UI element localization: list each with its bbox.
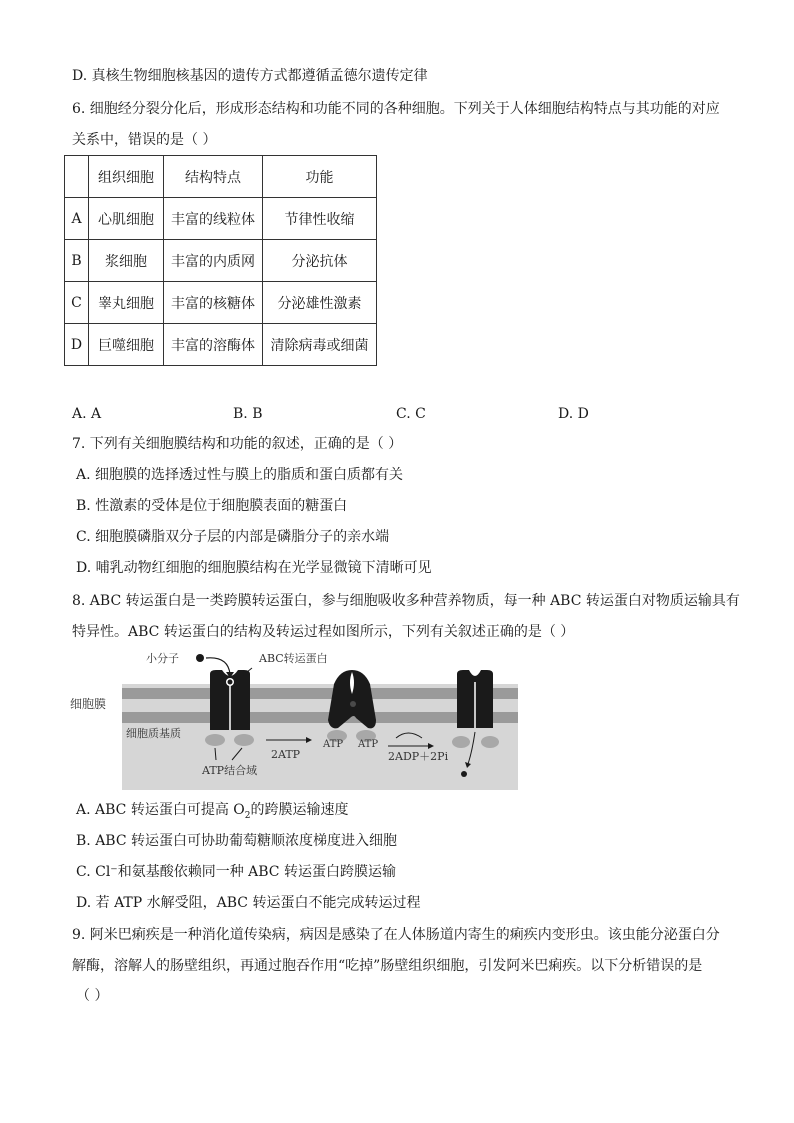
q7-stem: 7. 下列有关细胞膜结构和功能的叙述，正确的是（ ） [72, 436, 403, 452]
table-row [65, 198, 377, 240]
table-header-cell: 结构特点 [164, 156, 263, 198]
cytoplasm-label: 细胞质基质 [126, 727, 181, 740]
cell-type: 巨噬细胞 [89, 324, 164, 366]
q8-stem-line1: 8. ABC 转运蛋白是一类跨膜转运蛋白，参与细胞吸收多种营养物质，每一种 ABC 转运蛋白对物质运输具有 [72, 593, 740, 609]
two-atp-label: 2ATP [271, 748, 301, 761]
table-row [65, 324, 377, 366]
q7-option-a: A. 细胞膜的选择透过性与膜上的脂质和蛋白质都有关 [76, 467, 404, 483]
q7-option-c: C. 细胞膜磷脂双分子层的内部是磷脂分子的亲水端 [76, 529, 390, 545]
q6-stem-line1: 6. 细胞经分裂分化后，形成形态结构和功能不同的各种细胞。下列关于人体细胞结构特点与其功能的对应 [72, 101, 720, 117]
table-header-row [65, 156, 377, 198]
q8-stem-line2: 特异性。ABC 转运蛋白的结构及转运过程如图所示，下列有关叙述正确的是（ ） [72, 624, 575, 640]
small-molecule-dot [196, 654, 204, 662]
q7-option-b: B. 性激素的受体是位于细胞膜表面的糖蛋白 [76, 498, 348, 514]
q8-option-b: B. ABC 转运蛋白可协助葡萄糖顺浓度梯度进入细胞 [76, 833, 398, 849]
atp-label-right: ATP [358, 739, 379, 750]
q6-option-c: C. C [396, 406, 426, 422]
cell-function: 清除病毒或细菌 [263, 324, 377, 366]
small-molecule-label: 小分子 [146, 652, 179, 665]
cell-type: 浆细胞 [89, 240, 164, 282]
released-molecule-dot [461, 771, 467, 777]
membrane-label: 细胞膜 [70, 697, 107, 711]
q7-option-d: D. 哺乳动物红细胞的细胞膜结构在光学显微镜下清晰可见 [76, 560, 432, 576]
abc-transporter-figure [70, 648, 520, 790]
q6-option-b: B. B [233, 406, 263, 422]
q8-option-d: D. 若 ATP 水解受阻，ABC 转运蛋白不能完成转运过程 [76, 895, 421, 911]
q6-table [64, 155, 377, 366]
q9-line2: 解酶，溶解人的肠壁组织，再通过胞吞作用“吃掉”肠壁组织细胞，引发阿米巴痢疾。以下分析错误的是 [72, 958, 703, 974]
cell-feature: 丰富的内质网 [164, 240, 263, 282]
atp-binding-domain [234, 734, 254, 746]
row-label: B [65, 240, 89, 282]
atp-binding-domain [452, 736, 470, 748]
cell-function: 分泌抗体 [263, 240, 377, 282]
cell-function: 分泌雄性激素 [263, 282, 377, 324]
q5-option-d: D. 真核生物细胞核基因的遗传方式都遵循孟德尔遗传定律 [72, 68, 428, 84]
adp-label: 2ADP＋2Pi [388, 750, 449, 763]
cell-function: 节律性收缩 [263, 198, 377, 240]
table-header-cell: 功能 [263, 156, 377, 198]
table-row [65, 240, 377, 282]
q6-stem-line2: 关系中，错误的是（ ） [72, 132, 217, 148]
table-row [65, 282, 377, 324]
atp-label-left: ATP [323, 739, 344, 750]
cell-type: 睾丸细胞 [89, 282, 164, 324]
q6-option-d: D. D [558, 406, 589, 422]
atp-domain-label: ATP结合域 [202, 764, 258, 777]
q8-option-c: C. Cl⁻和氨基酸依赖同一种 ABC 转运蛋白跨膜运输 [76, 864, 396, 880]
q9-line3: （ ） [76, 988, 109, 1004]
table-header-cell [65, 156, 89, 198]
atp-binding-domain [205, 734, 225, 746]
q6-option-a: A. A [72, 406, 102, 422]
abc-protein-label: ABC转运蛋白 [259, 652, 328, 665]
row-label: A [65, 198, 89, 240]
table-header-cell: 组织细胞 [89, 156, 164, 198]
cell-type: 心肌细胞 [89, 198, 164, 240]
cell-feature: 丰富的核糖体 [164, 282, 263, 324]
q8-option-a: A. ABC 转运蛋白可提高 $O_2$的跨膜运输速度 [76, 802, 349, 821]
cell-feature: 丰富的溶酶体 [164, 324, 263, 366]
q9-line1: 9. 阿米巴痢疾是一种消化道传染病，病因是感染了在人体肠道内寄生的痢疾内变形虫。该虫能分泌蛋白分 [72, 927, 720, 943]
row-label: C [65, 282, 89, 324]
cell-feature: 丰富的线粒体 [164, 198, 263, 240]
atp-binding-domain [481, 736, 499, 748]
row-label: D [65, 324, 89, 366]
